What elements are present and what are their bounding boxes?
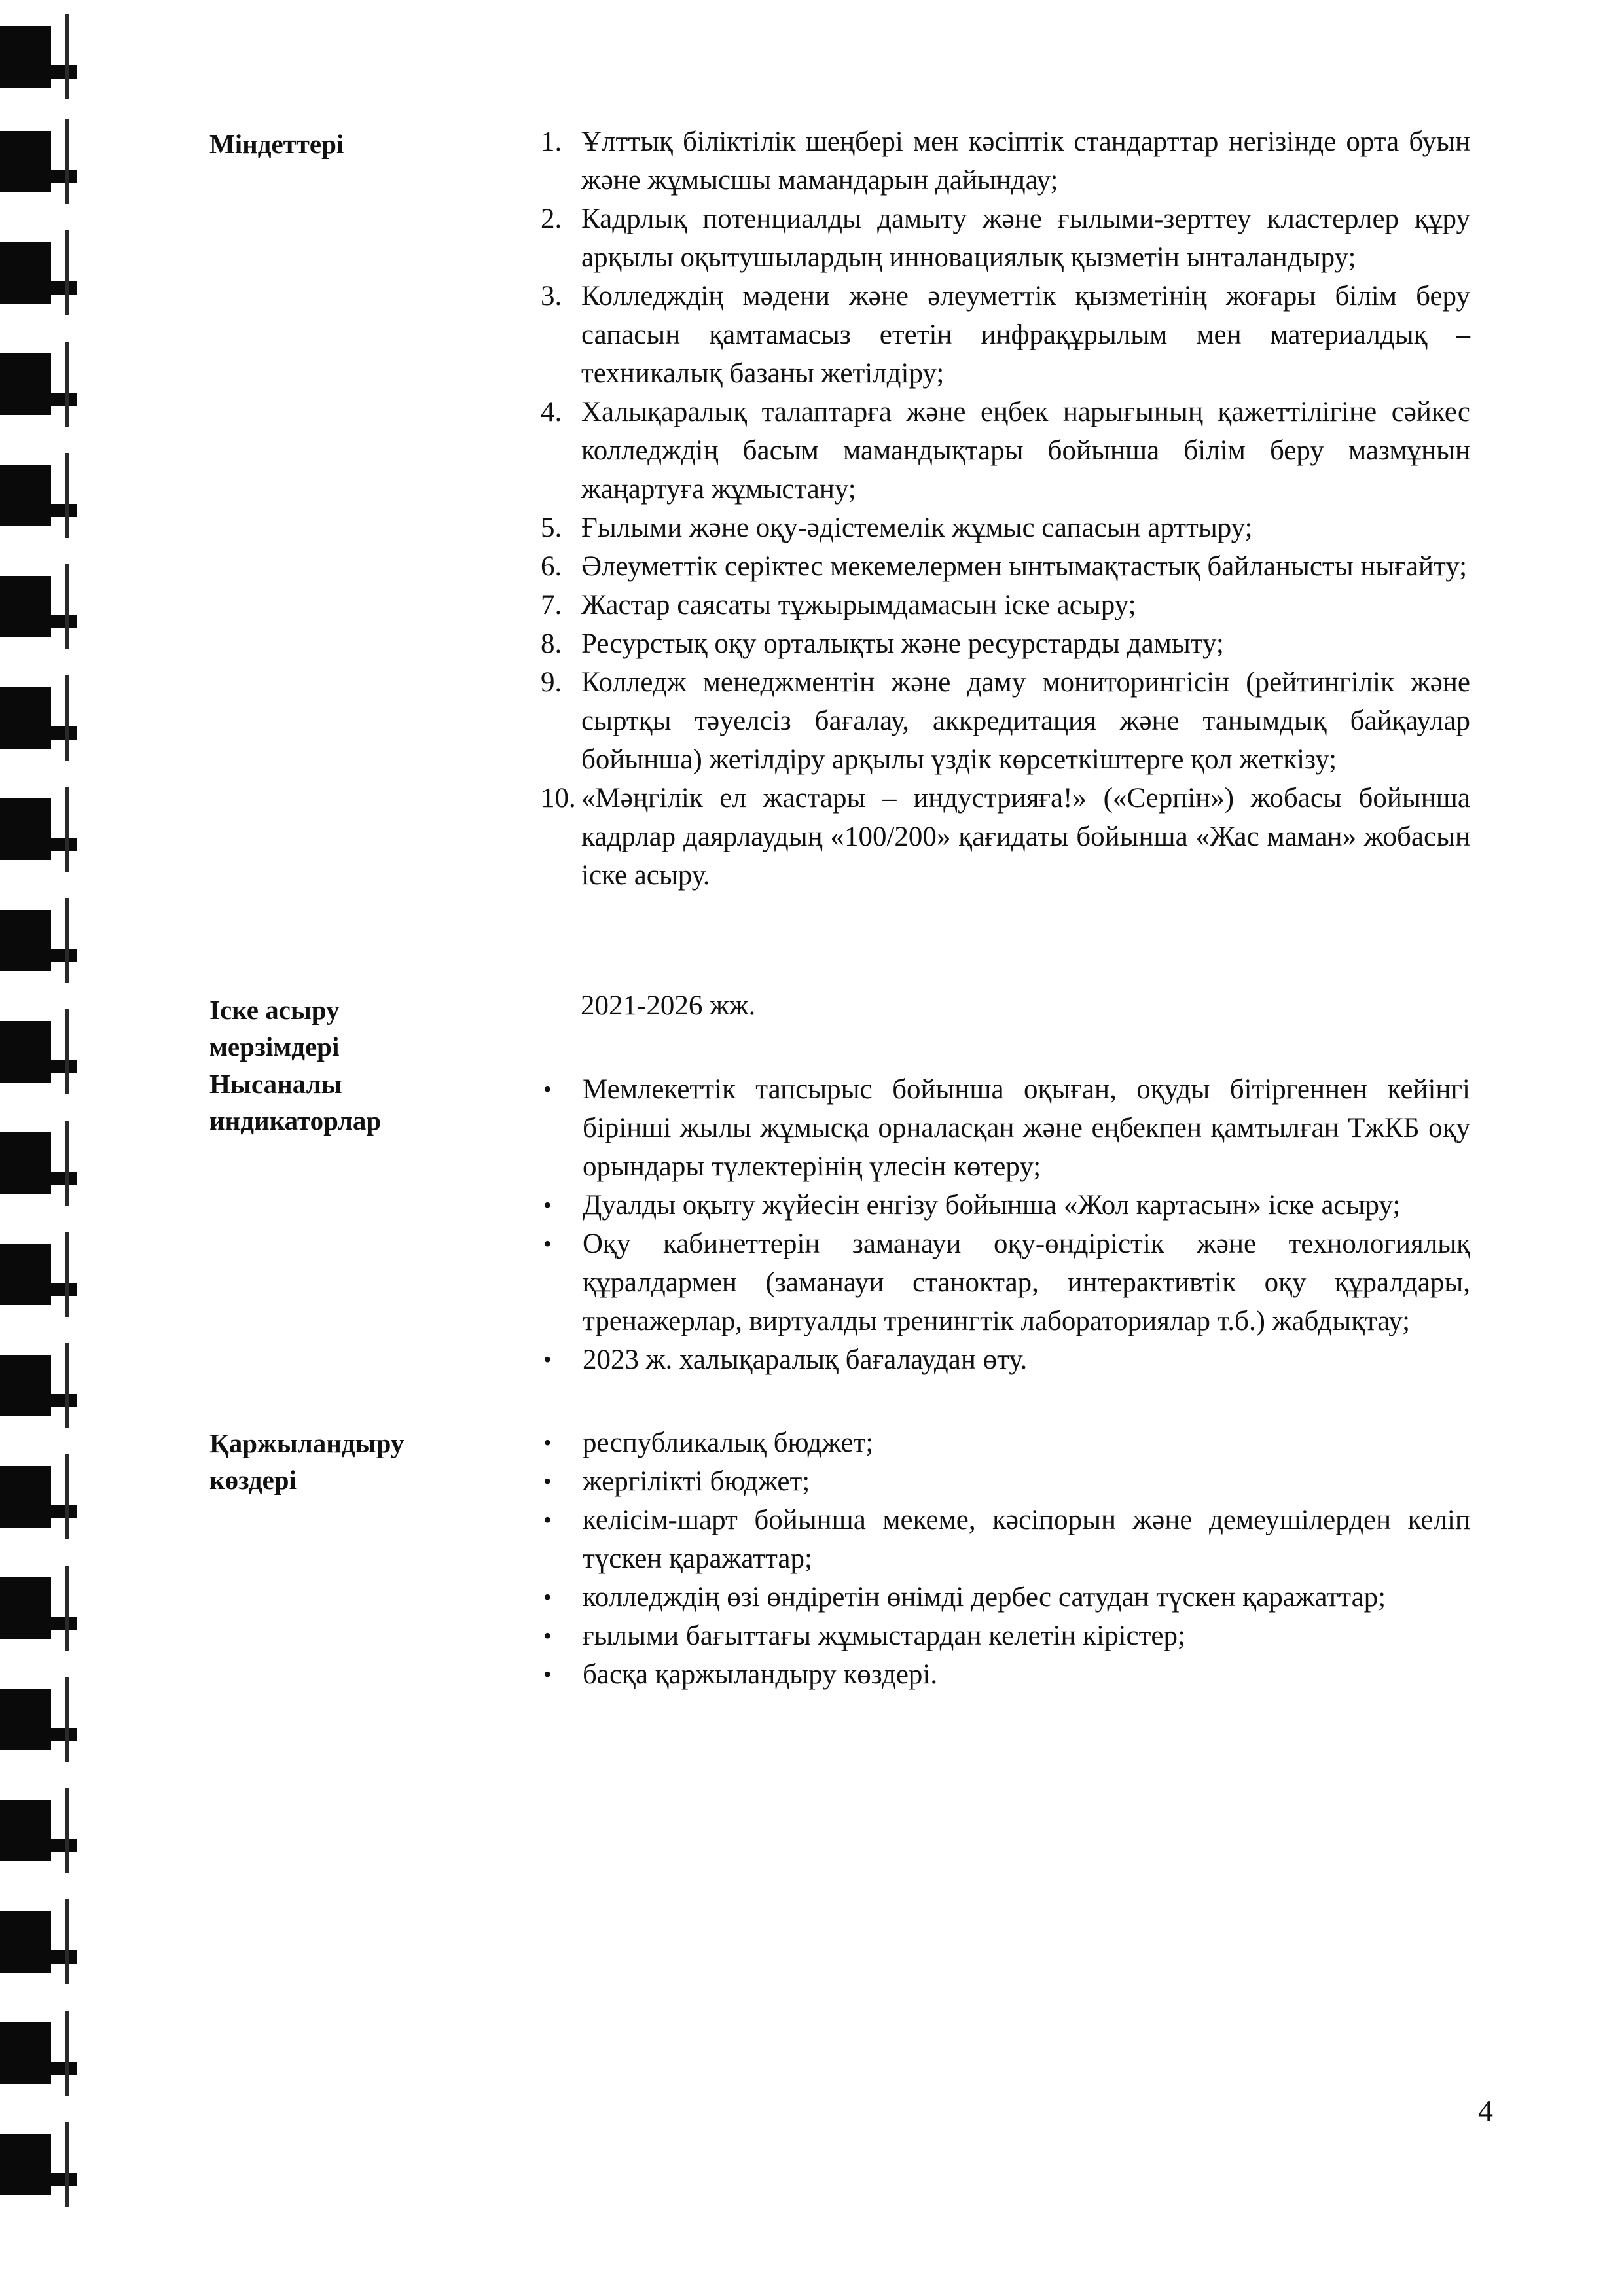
- task-item: 1. Ұлттық біліктілік шеңбері мен кәсіптік стандарттар негізінде орта буын және жұмысшы мамандарын дайындау;: [541, 126, 1470, 196]
- bullet-icon: •: [543, 1468, 552, 1494]
- bullet-icon: •: [543, 1429, 552, 1456]
- label-indicators: Нысаналы индикаторлар: [209, 1069, 382, 1136]
- binding-hole: [0, 1132, 77, 1194]
- task-item: 7. Жастар саясаты тұжырымдамасын іске асыру;: [541, 590, 1136, 620]
- indicator-item: • 2023 ж. халықаралық бағалаудан өту.: [541, 1340, 1470, 1379]
- binding-hole: [0, 1689, 77, 1750]
- indicator-item: • Дуалды оқыту жүйесін енгізу бойынша «Жол картасын» іске асыру;: [541, 1186, 1470, 1225]
- funding-item: • жергілікті бюджет;: [541, 1462, 1470, 1501]
- binding-hole: [0, 353, 77, 415]
- funding-list: [541, 1424, 1470, 1694]
- binding-hole: [0, 2022, 77, 2084]
- bullet-icon: •: [543, 1346, 552, 1372]
- funding-item: • келісім-шарт бойынша мекеме, кәсіпорын және демеушілерден келіп түскен қаражаттар;: [541, 1501, 1470, 1578]
- label-tasks: Міндеттері: [209, 129, 344, 159]
- binding-hole: [0, 1355, 77, 1416]
- binding-hole: [0, 26, 77, 88]
- binding-hole: [0, 1466, 77, 1528]
- indicator-item: • Оқу кабинеттерін заманауи оқу-өндірістік және технологиялық құралдармен (заманауи станоктар, интерактивтік оқу құралдары, тренажерлар, виртуалды тренингтік лабораториялар т.б.) жабдықтау;: [541, 1225, 1470, 1340]
- binding-hole: [0, 576, 77, 637]
- binding-strip: [0, 0, 85, 2296]
- binding-hole: [0, 131, 77, 192]
- binding-hole: [0, 2134, 77, 2195]
- bullet-icon: •: [543, 1661, 552, 1687]
- task-item: 8. Ресурстық оқу орталықты және ресурстарды дамыту;: [541, 628, 1224, 659]
- bullet-icon: •: [543, 1230, 552, 1257]
- binding-hole: [0, 1244, 77, 1305]
- binding-hole: [0, 1021, 77, 1083]
- task-item: 4. Халықаралық талаптарға және еңбек нарығының қажеттілігіне сәйкес колледждің басым мамандықтары бойынша білім беру мазмұнын жаңартуға жұмыстану;: [541, 397, 1470, 505]
- label-period: Іске асыру мерзімдері: [209, 995, 340, 1062]
- bullet-icon: •: [543, 1076, 552, 1102]
- funding-item: • басқа қаржыландыру көздері.: [541, 1655, 1470, 1694]
- indicators-list: [541, 1070, 1470, 1379]
- binding-hole: [0, 687, 77, 749]
- label-funding: Қаржыландыру көздері: [209, 1428, 405, 1495]
- indicator-item: • Мемлекеттік тапсырыс бойынша оқыған, оқуды бітіргеннен кейінгі бірінші жылы жұмысқа орналасқан және еңбекпен қамтылған ТжКБ оқу орындары түлектерінің үлесін көтеру;: [541, 1070, 1470, 1186]
- period-value: 2021-2026 жж.: [581, 990, 756, 1021]
- binding-hole: [0, 242, 77, 304]
- binding-hole: [0, 798, 77, 860]
- binding-hole: [0, 1577, 77, 1639]
- bullet-icon: •: [543, 1507, 552, 1533]
- binding-hole: [0, 910, 77, 971]
- task-item: 5. Ғылыми және оқу-әдістемелік жұмыс сапасын арттыру;: [541, 512, 1253, 543]
- bullet-icon: •: [543, 1584, 552, 1610]
- task-item: 10. «Мәңгілік ел жастары – индустрияға!» («Серпін») жобасы бойынша кадрлар даярлаудың «100/200» қағидаты бойынша «Жас маман» жобасын іске асыру.: [541, 783, 1470, 891]
- task-item: 6. Әлеуметтік серіктес мекемелермен ынтымақтастық байланысты нығайту;: [541, 551, 1468, 582]
- binding-hole: [0, 1800, 77, 1861]
- task-item: 3. Колледждің мәдени және әлеуметтік қызметінің жоғары білім беру сапасын қамтамасыз ететін инфрақұрылым мен материалдық – техникалық базаны жетілдіру;: [541, 281, 1470, 389]
- tasks-list: [541, 122, 1470, 895]
- binding-hole: [0, 465, 77, 526]
- page-number: 4: [1478, 2094, 1493, 2127]
- task-item: 9. Колледж менеджментін және даму мониторингісін (рейтингілік және сыртқы тәуелсіз бағалау, аккредитация және танымдық байқаулар бойынша) жетілдіру арқылы үздік көрсеткіштерге қол жеткізу;: [541, 667, 1470, 775]
- binding-hole: [0, 1911, 77, 1973]
- funding-item: • ғылыми бағыттағы жұмыстардан келетін кірістер;: [541, 1617, 1470, 1655]
- funding-item: • республикалық бюджет;: [541, 1424, 1470, 1462]
- funding-item: • колледждің өзі өндіретін өнімді дербес сатудан түскен қаражаттар;: [541, 1578, 1470, 1617]
- bullet-icon: •: [543, 1623, 552, 1649]
- bullet-icon: •: [543, 1192, 552, 1218]
- task-item: 2. Кадрлық потенциалды дамыту және ғылыми-зерттеу кластерлер құру арқылы оқытушылардың инновациялық қызметін ынталандыру;: [541, 204, 1470, 273]
